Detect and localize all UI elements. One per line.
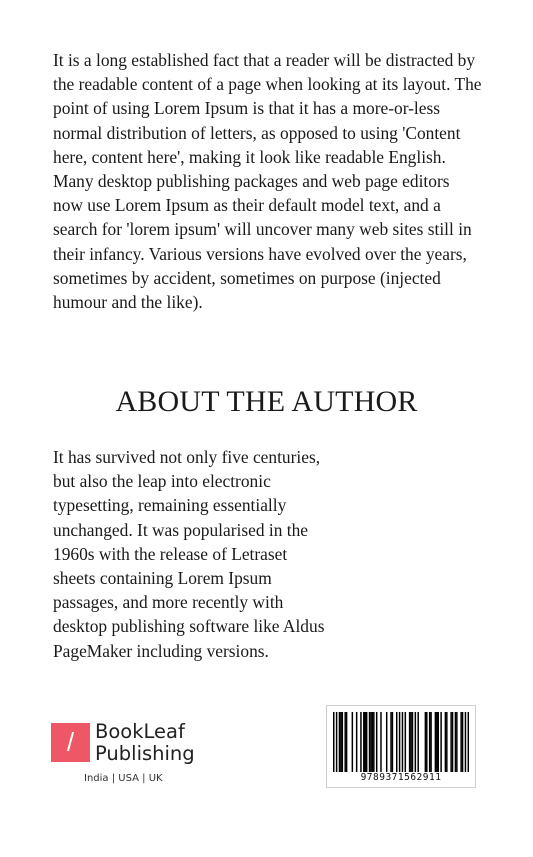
barcode-icon [333,712,469,772]
publisher-logo-mark [51,723,90,762]
barcode-bar [440,712,441,772]
barcode-bar [336,712,337,772]
about-author-heading: ABOUT THE AUTHOR [115,385,418,418]
barcode-bar [465,712,466,772]
publisher-regions: India | USA | UK [84,773,163,784]
slash-icon: / [66,727,75,757]
barcode-bar [429,712,430,772]
barcode-bar [405,712,406,772]
barcode-bar [436,712,437,772]
barcode-bar [396,712,397,772]
publisher-logo [51,721,211,791]
barcode-bar [380,712,381,772]
barcode-bar [352,712,353,772]
barcode-bar [356,712,357,772]
barcode-bar [366,712,367,772]
book-blurb: It is a long established fact that a reader will be distracted by the readable content of a page when looking at its layout. The point of using Lorem Ipsum is that it has a more-or-less normal distribution of letters, as opposed to using 'Content here, content here', making it look like readable English. Many desktop publishing packages and web page editors now use Lorem Ipsum as their default model text, and a search for 'lorem ipsum' will uncover many web sites still in their infancy. Various versions have evolved over the years, sometimes by accident, sometimes on purpose (injected humour and the like). [53,50,482,313]
barcode-bar [346,712,347,772]
barcode-bar [390,712,391,772]
barcode-bar [430,712,431,772]
barcode-bar [450,712,451,772]
barcode-bar [462,712,463,772]
barcode-bar [372,712,373,772]
barcode-bar [364,712,365,772]
barcode-bar [360,712,361,772]
barcode-bar [445,712,446,772]
barcode-bar [399,712,400,772]
barcode-bar [409,712,410,772]
barcode-bar [370,712,371,772]
barcode-bar [340,712,341,772]
barcode-bar [438,712,439,772]
barcode-bar [339,712,340,772]
barcode-bar [386,712,387,772]
barcode-bar [415,712,416,772]
barcode-bar [410,712,411,772]
author-bio: It has survived not only five centuries, but also the leap into electronic typesetting, remaining essentially unchanged. It was popularised in the 1960s with the release of Letraset sheets containing Lorem Ipsum passages, and more recently with desktop publishing software like Aldus PageMaker including versions. [53,447,325,661]
barcode-bar [426,712,427,772]
barcode-bar [344,712,345,772]
barcode-bar [425,712,426,772]
barcode-bar [455,712,456,772]
barcode-bar [363,712,364,772]
barcode-bar [333,712,334,772]
publisher-name-line1: BookLeaf [95,720,185,743]
barcode-bar [435,712,436,772]
barcode-bar [460,712,461,772]
isbn-number: 9789371562911 [360,772,442,783]
barcode-bar [412,712,413,772]
barcode-bar [369,712,370,772]
barcode-bar [446,712,447,772]
barcode-bar [402,712,403,772]
isbn-barcode [326,705,476,788]
barcode-bar [468,712,469,772]
barcode-bar [456,712,457,772]
publisher-name [95,721,195,765]
barcode-bar [452,712,453,772]
barcode-bar [376,712,377,772]
barcode-bar [373,712,374,772]
publisher-name-line2: Publishing [95,742,195,765]
barcode-bar [392,712,393,772]
barcode-bar [417,712,418,772]
barcode-bar [342,712,343,772]
